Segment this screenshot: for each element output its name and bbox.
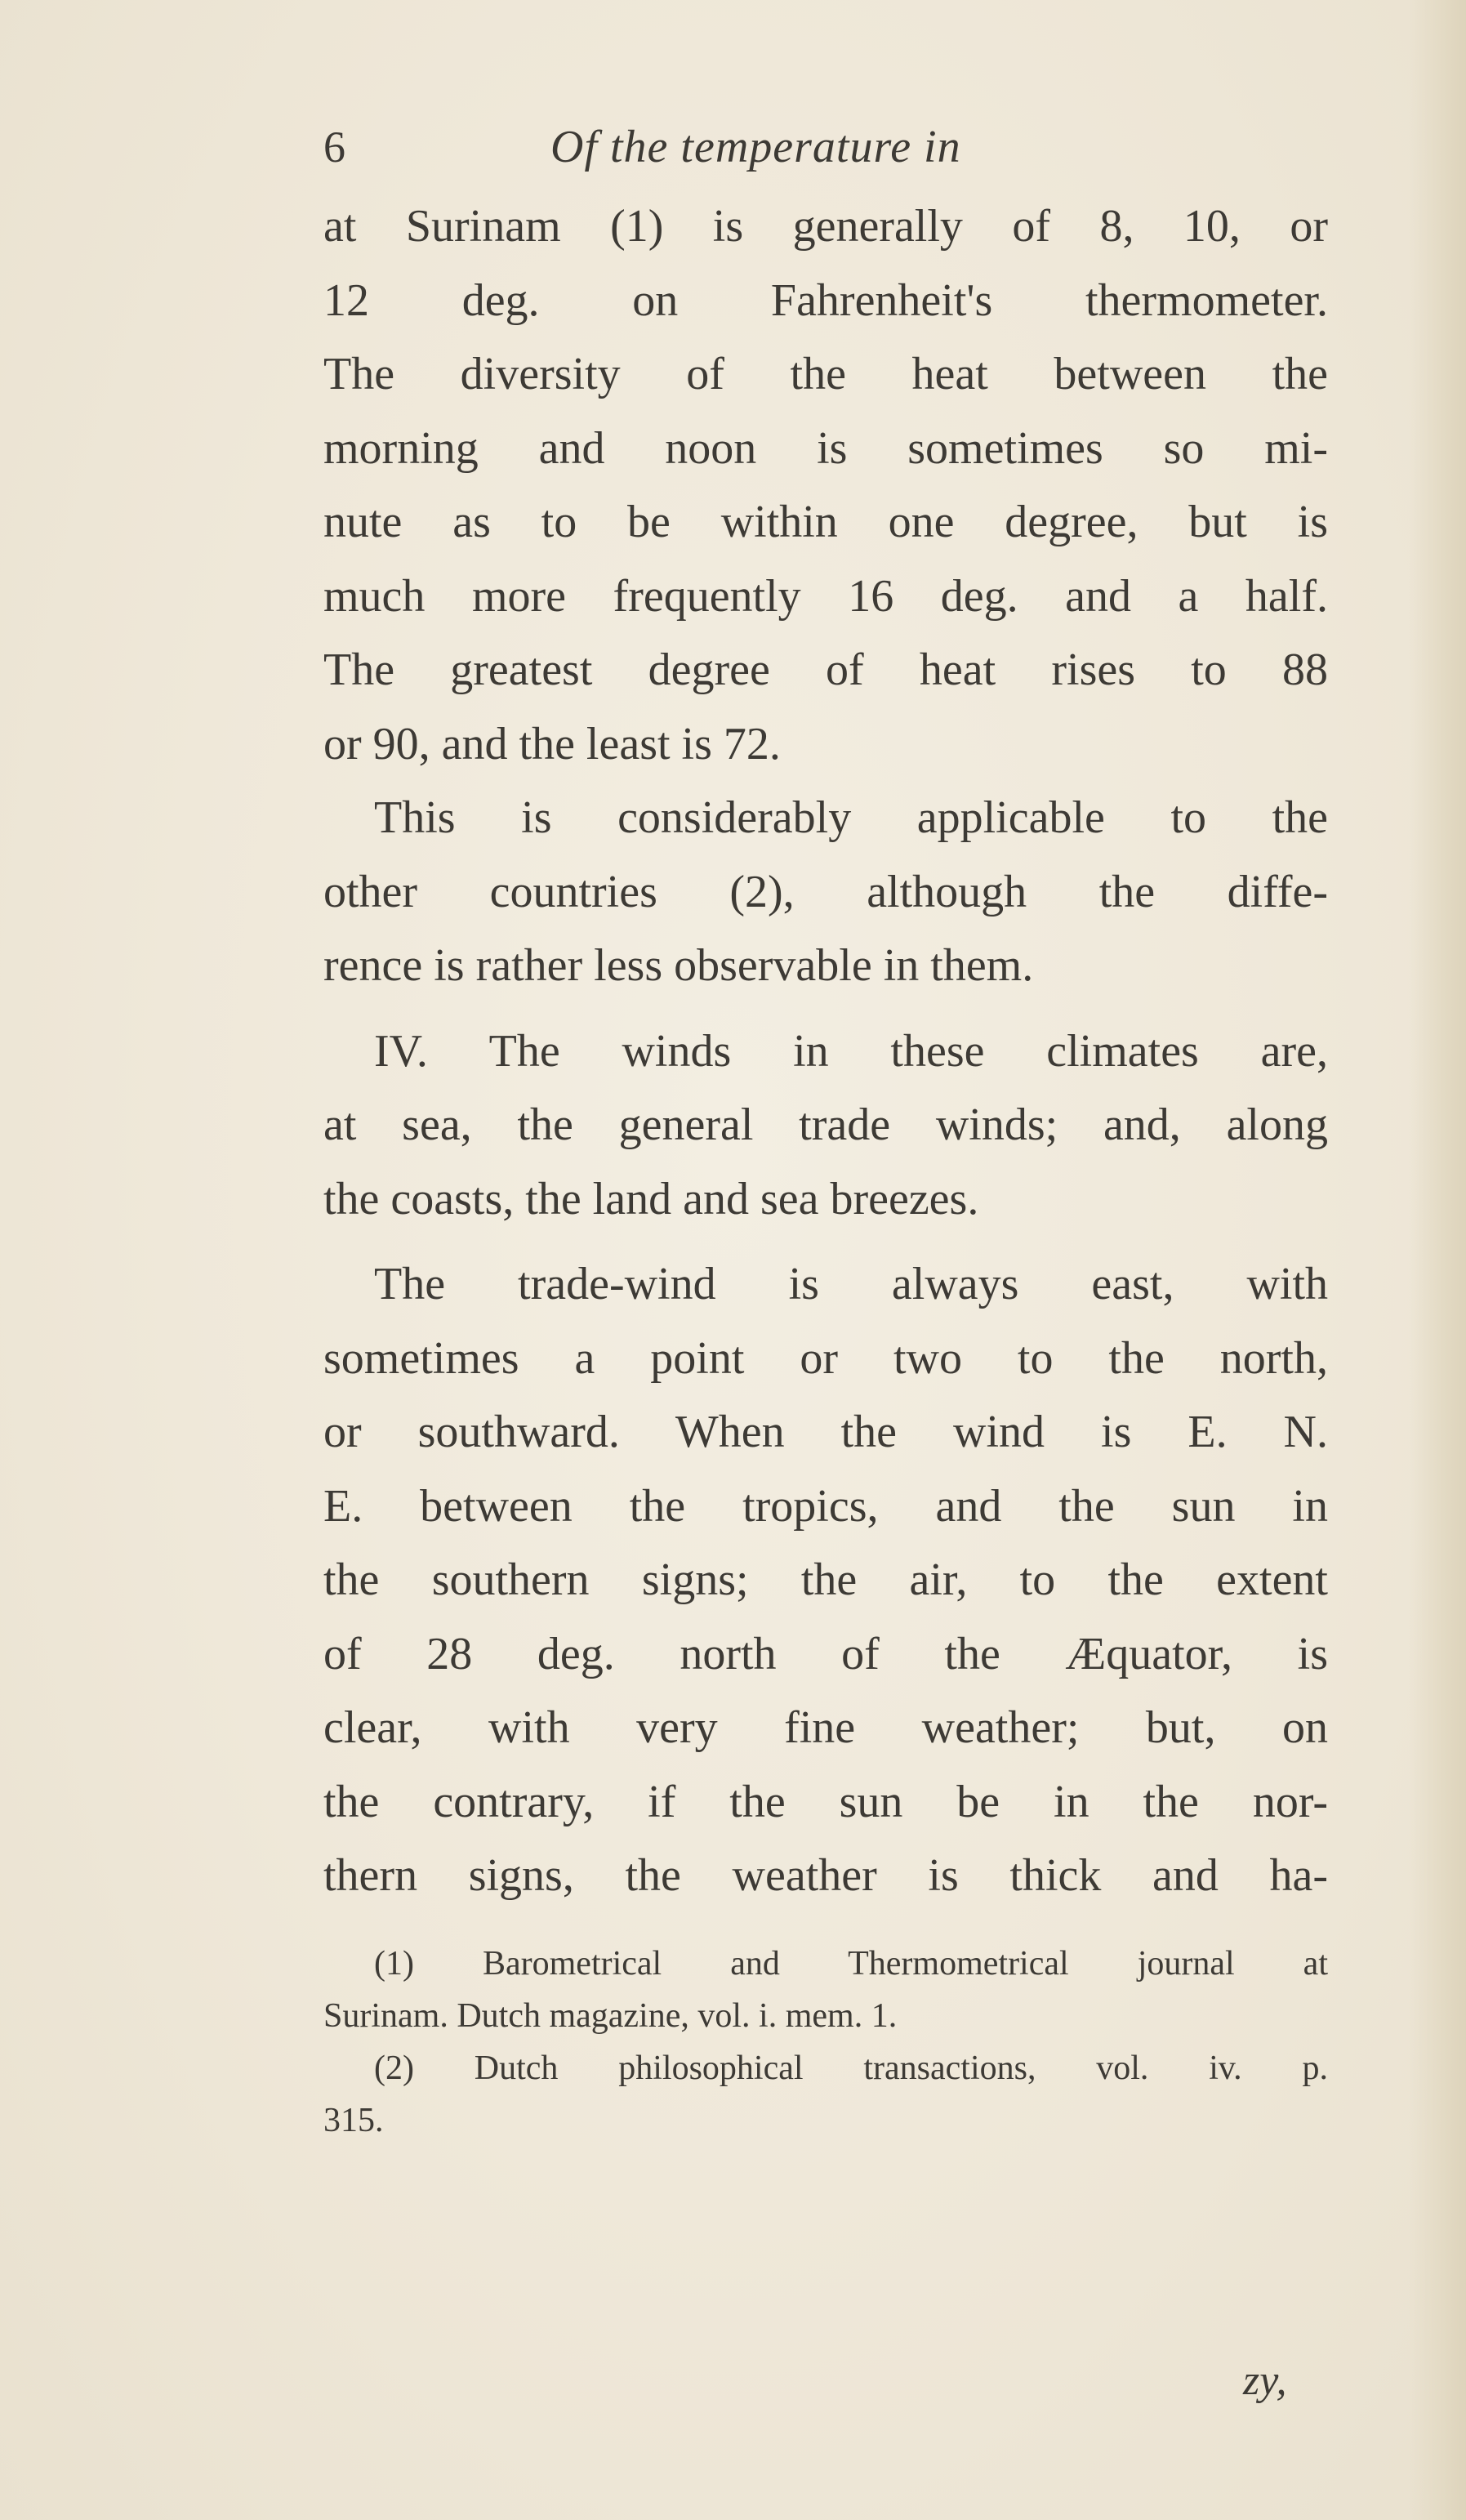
text-line: morning and noon is sometimes so mi-	[323, 422, 1328, 474]
text-line: E. between the tropics, and the sun in	[323, 1480, 1328, 1532]
footnote-line: (1) Barometrical and Thermometrical journal at	[374, 1945, 1328, 1983]
text-line: clear, with very fine weather; but, on	[323, 1702, 1328, 1753]
text-line: the southern signs; the air, to the extent	[323, 1554, 1328, 1605]
text-line: 12 deg. on Fahrenheit's thermometer.	[323, 274, 1328, 326]
page-gutter-shadow	[1409, 0, 1466, 2520]
text-line: or southward. When the wind is E. N.	[323, 1407, 1328, 1457]
page-number: 6	[323, 123, 345, 172]
paragraph	[323, 1247, 1328, 1913]
text-line: at sea, the general trade winds; and, along	[323, 1099, 1328, 1150]
text-line: The trade-wind is always east, with	[374, 1259, 1328, 1309]
footnotes	[323, 1938, 1328, 2147]
text-line: or 90, and the least is 72.	[323, 718, 781, 769]
catchword: zy,	[1243, 2357, 1287, 2404]
paragraph-gap	[323, 1003, 1328, 1015]
text-line: This is considerably applicable to the	[374, 792, 1328, 843]
footnote	[323, 2042, 1328, 2147]
running-head: Of the temperature in	[550, 122, 961, 172]
page-header	[323, 114, 1352, 180]
footnote-line: (2) Dutch philosophical transactions, vol. iv. p.	[374, 2049, 1328, 2087]
text-line: much more frequently 16 deg. and a half.	[323, 570, 1328, 622]
paragraph	[323, 190, 1328, 781]
text-line: nute as to be within one degree, but is	[323, 497, 1328, 547]
footnote-line: 315.	[323, 2102, 384, 2139]
text-line: rence is rather less observable in them.	[323, 940, 1034, 991]
text-line: IV. The winds in these climates are,	[374, 1025, 1328, 1077]
text-line: the contrary, if the sun be in the nor-	[323, 1776, 1328, 1827]
main-text	[323, 190, 1328, 1913]
text-line: thern signs, the weather is thick and ha-	[323, 1850, 1328, 1901]
text-line: The diversity of the heat between the	[323, 349, 1328, 399]
footnote	[323, 1938, 1328, 2042]
paragraph	[323, 1015, 1328, 1237]
text-line: at Surinam (1) is generally of 8, 10, or	[323, 201, 1328, 252]
paragraph-gap	[323, 1236, 1328, 1247]
footnote-line: Surinam. Dutch magazine, vol. i. mem. 1.	[323, 1997, 898, 2035]
paragraph	[323, 781, 1328, 1003]
text-line: other countries (2), although the diffe-	[323, 866, 1328, 917]
text-line: of 28 deg. north of the Æquator, is	[323, 1628, 1328, 1679]
text-line: The greatest degree of heat rises to 88	[323, 644, 1328, 695]
text-line: the coasts, the land and sea breezes.	[323, 1173, 979, 1224]
text-line: sometimes a point or two to the north,	[323, 1332, 1328, 1384]
